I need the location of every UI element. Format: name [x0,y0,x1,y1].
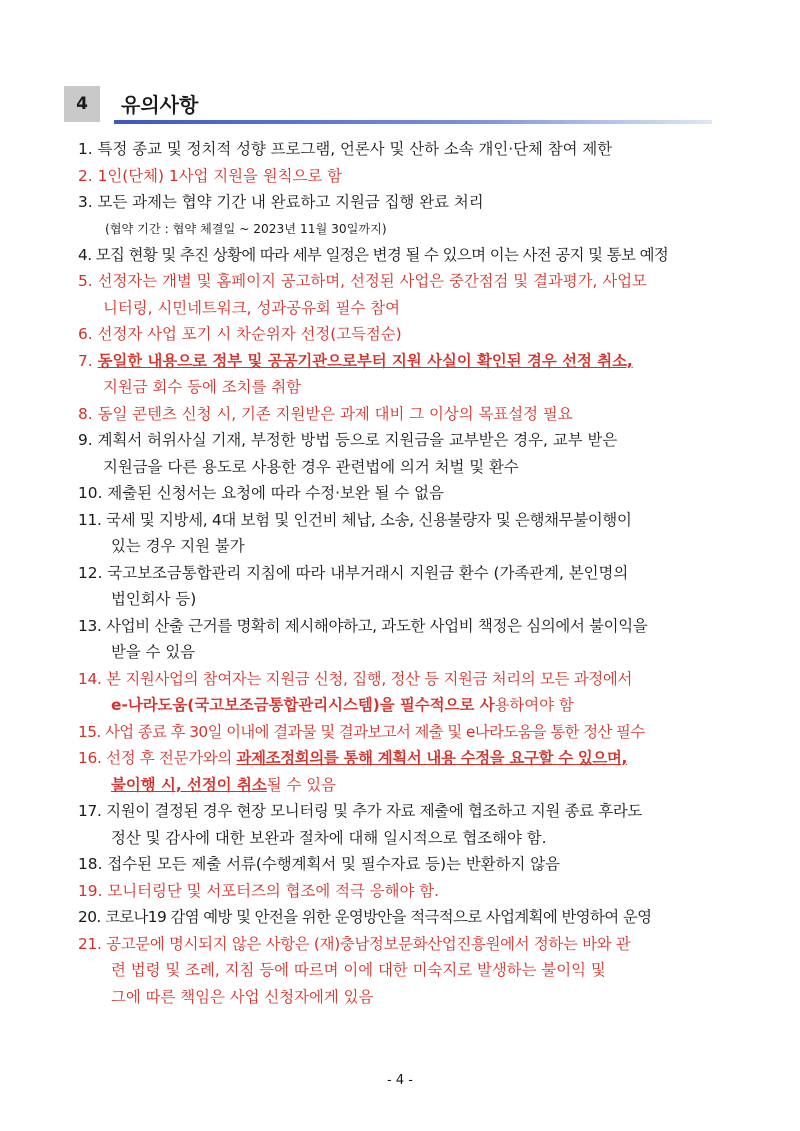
item-continuation: 불이행 시, 선정이 취소될 수 있음 [111,775,336,794]
item-text: 국고보조금통합관리 지침에 따라 내부거래시 지원금 환수 (가족관계, 본인명의 [107,563,629,582]
item-continuation: 니터링, 시민네트워크, 성과공유회 필수 참여 [103,298,400,317]
list-item: 10. 제출된 신청서는 요청에 따라 수정·보완 될 수 없음 [78,484,444,502]
list-item: 2. 1인(단체) 1사업 지원을 원칙으로 함 [78,166,343,185]
list-item: 4. 모집 현황 및 추진 상황에 따라 세부 일정은 변경 될 수 있으며 이는 사전 공지 및 통보 예정 [78,245,669,264]
item-continuation: 지원금을 다른 용도로 사용한 경우 관련법에 의거 처벌 및 환수 [103,457,519,476]
item-continuation: 받을 수 있음 [111,643,196,661]
list-item: 3. 모든 과제는 협약 기간 내 완료하고 지원금 집행 완료 처리 (협약 기간 : 협약 체결일 ~ 2023년 11월 30일까지) [78,189,742,242]
item-text: 국세 및 지방세, 4대 보험 및 인건비 체납, 소송, 신용불량자 및 은행채무불이행이 [106,510,632,529]
item-continuation: e-나라도움(국고보조금통합관리시스템)을 필수적으로 사용하여야 함 [111,696,574,714]
item-text: 사업 종료 후 30일 이내에 결과물 및 결과보고서 제출 및 e나라도움을 통한 정산 필수 [104,722,645,741]
item-text: 모든 과제는 협약 기간 내 완료하고 지원금 집행 완료 처리 [97,193,484,211]
item-text: 지원이 결정된 경우 현장 모니터링 및 추가 자료 제출에 협조하고 지원 종료 후라도 [106,802,643,820]
item-text: 제출된 신청서는 요청에 따라 수정·보완 될 수 없음 [107,484,444,502]
list-item: 9. 계획서 허위사실 기재, 부정한 방법 등으로 지원금을 교부받은 경우, 교부 받은 지원금을 다른 용도로 사용한 경우 관련법에 의거 처벌 및 환수 [78,427,742,480]
item-continuation: 정산 및 감사에 대한 보완과 절차에 대해 일시적으로 협조해야 함. [111,828,547,847]
page-number: - 4 - [387,1073,413,1088]
list-item: 13. 사업비 산출 근거를 명확히 제시해야하고, 과도한 사업비 책정은 심의에서 불이익을 받을 수 있음 [78,613,742,666]
item-text: 코로나19 감염 예방 및 안전을 위한 운영방안을 적극적으로 사업계획에 반영하여 운영 [104,908,652,926]
item-text-emphasis: 과제조정회의를 통해 계획서 내용 수정을 요구할 수 있으며, [236,749,628,767]
section-number: 4 [64,86,100,122]
item-text: 공고문에 명시되지 않은 사항은 (재)충남정보문화산업진흥원에서 정하는 바와 관 [106,934,631,953]
item-text: 선정자 사업 포기 시 차순위자 선정(고득점순) [97,325,402,343]
item-text: 동일 콘텐츠 신청 시, 기존 지원받은 과제 대비 그 이상의 목표설정 필요 [97,404,573,423]
item-text: 접수된 모든 제출 서류(수행계획서 및 필수자료 등)는 반환하지 않음 [107,855,560,873]
list-item: 20. 코로나19 감염 예방 및 안전을 위한 운영방안을 적극적으로 사업계획에 반영하여 운영 [78,908,652,926]
list-item: 5. 선정자는 개별 및 홈페이지 공고하며, 선정된 사업은 중간점검 및 결과평가, 사업모 니터링, 시민네트워크, 성과공유회 필수 참여 [78,268,742,321]
list-item: 6. 선정자 사업 포기 시 차순위자 선정(고득점순) [78,325,402,343]
item-text: 본 지원사업의 참여자는 지원금 신청, 집행, 정산 등 지원금 처리의 모든 과정에서 [106,669,633,688]
item-text: 특정 종교 및 정치적 성향 프로그램, 언론사 및 산하 소속 개인·단체 참여 제한 [97,140,613,158]
list-item: 16. 선정 후 전문가와의 과제조정회의를 통해 계획서 내용 수정을 요구할 수 있으며, 불이행 시, 선정이 취소될 수 있음 [78,745,742,798]
list-item: 18. 접수된 모든 제출 서류(수행계획서 및 필수자료 등)는 반환하지 않음 [78,855,560,873]
list-item: 21. 공고문에 명시되지 않은 사항은 (재)충남정보문화산업진흥원에서 정하는 바와 관 련 법령 및 조례, 지침 등에 따르며 이에 대한 미숙지로 발생하는 불이익 및 그에 따른 책임은 사업 신청자에게 있음 [78,931,742,1011]
section-header [64,86,712,122]
list-item: 12. 국고보조금통합관리 지침에 따라 내부거래시 지원금 환수 (가족관계, 본인명의 법인회사 등) [78,560,742,613]
section-underline [114,120,712,124]
list-item: 14. 본 지원사업의 참여자는 지원금 신청, 집행, 정산 등 지원금 처리의 모든 과정에서 e-나라도움(국고보조금통합관리시스템)을 필수적으로 사용하여야 함 [78,666,742,719]
list-item: 19. 모니터링단 및 서포터즈의 협조에 적극 응해야 함. [78,881,439,900]
item-text: 사업비 산출 근거를 명확히 제시해야하고, 과도한 사업비 책정은 심의에서 불이익을 [106,616,648,635]
section-title: 유의사항 [121,93,199,117]
list-item: 8. 동일 콘텐츠 신청 시, 기존 지원받은 과제 대비 그 이상의 목표설정 필요 [78,404,573,423]
item-text: 선정자는 개별 및 홈페이지 공고하며, 선정된 사업은 중간점검 및 결과평가, 사업모 [97,272,647,290]
item-continuation: 법인회사 등) [111,590,197,608]
list-item: 17. 지원이 결정된 경우 현장 모니터링 및 추가 자료 제출에 협조하고 지원 종료 후라도 정산 및 감사에 대한 보완과 절차에 대해 일시적으로 협조해야 함. [78,798,742,851]
item-text: 1인(단체) 1사업 지원을 원칙으로 함 [97,166,343,185]
notice-list [78,136,742,1010]
item-text-emphasis: 동일한 내용으로 정부 및 공공기관으로부터 지원 사실이 확인된 경우 선정 취소, [97,351,633,370]
item-note: (협약 기간 : 협약 체결일 ~ 2023년 11월 30일까지) [105,221,387,236]
item-continuation: 있는 경우 지원 불가 [111,537,245,555]
list-item: 11. 국세 및 지방세, 4대 보험 및 인건비 체납, 소송, 신용불량자 및 은행채무불이행이 있는 경우 지원 불가 [78,507,742,560]
item-text: 모집 현황 및 추진 상황에 따라 세부 일정은 변경 될 수 있으며 이는 사전 공지 및 통보 예정 [95,245,669,264]
item-continuation: 련 법령 및 조례, 지침 등에 따르며 이에 대한 미숙지로 발생하는 불이익 및 [111,961,606,979]
item-continuation: 그에 따른 책임은 사업 신청자에게 있음 [111,987,374,1006]
list-item: 1. 특정 종교 및 정치적 성향 프로그램, 언론사 및 산하 소속 개인·단체 참여 제한 [78,140,613,158]
item-text: 모니터링단 및 서포터즈의 협조에 적극 응해야 함. [107,881,439,900]
item-text: 계획서 허위사실 기재, 부정한 방법 등으로 지원금을 교부받은 경우, 교부 받은 [97,431,618,449]
list-item: 7. 동일한 내용으로 정부 및 공공기관으로부터 지원 사실이 확인된 경우 선정 취소, 지원금 회수 등에 조치를 취함 [78,348,742,401]
item-continuation: 지원금 회수 등에 조치를 취함 [103,378,301,396]
list-item: 15. 사업 종료 후 30일 이내에 결과물 및 결과보고서 제출 및 e나라도움을 통한 정산 필수 [78,722,645,741]
